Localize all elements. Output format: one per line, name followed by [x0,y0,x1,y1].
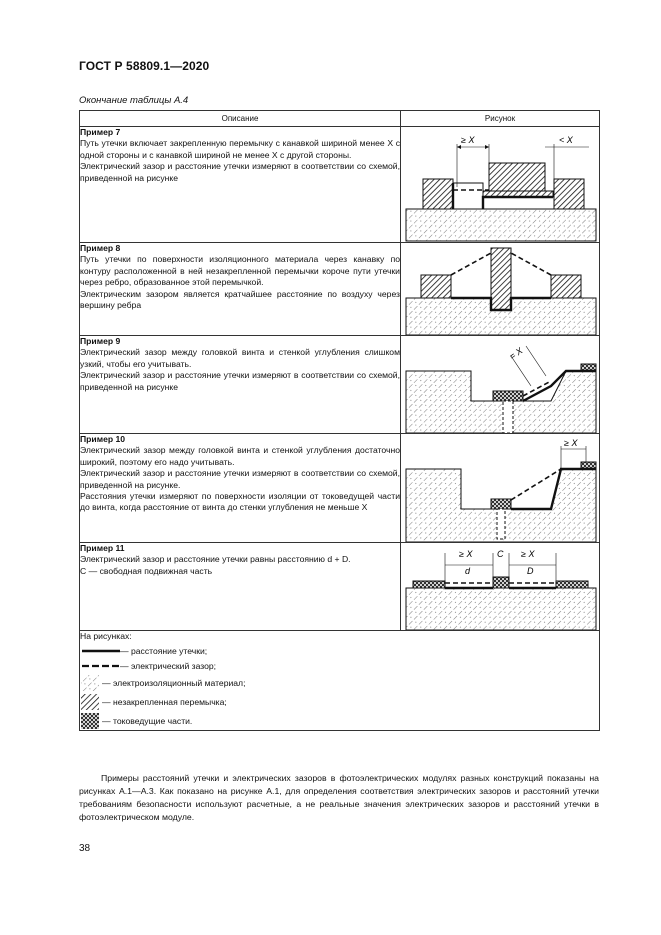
dimension-label: d [465,566,471,576]
table-row [80,336,600,434]
column-header-figure: Рисунок [401,111,600,127]
example-text: Путь утечки по поверхности изоляционного материала через канавку по контуру расположенной в ней незакрепленной перемычки короче пути утечки через ребро, образованное этой перемычкой. [80,254,400,288]
legend-item: — расстояние утечки; [80,643,599,658]
example-text: Электрическим зазором является кратчайшее расстояние по воздуху через вершину ребра [80,288,400,311]
body-paragraph: Примеры расстояний утечки и электрических зазоров в фотоэлектрических модулях разных конструкций показаны на рисунках А.1—А.3. Как показано на рисунке А.1, для определения соответствия электрических зазоров и расстояний утечки требованиям безопасности используют расчетные, а не реальные значения электрических зазоров и расстояний утечки в фотоэлектрическом модуле. [79,773,599,822]
table-row [80,434,600,543]
insulation-hatch-icon [80,674,102,692]
example-title: Пример 9 [80,336,121,346]
dimension-label: = X [507,345,525,362]
example-7-figure [401,127,600,242]
dimension-label: < X [559,135,573,145]
examples-table [79,110,600,731]
table-header-row [80,111,600,127]
column-header-description: Описание [80,111,401,127]
table-row [80,543,600,631]
legend-item: — токоведущие части. [80,711,599,730]
clearance-dashed-line-icon [80,662,120,670]
legend-row [80,631,600,731]
table-caption: Окончание таблицы А.4 [79,95,189,106]
example-text: Электрический зазор между головкой винта и стенкой углубления достаточно широкий, поэтому его надо учитывать. [80,445,400,467]
conductor-crosshatch-icon [80,712,102,730]
example-title: Пример 10 [80,434,126,444]
dimension-label: ≥ X [461,135,475,145]
example-text: Путь утечки включает закрепленную перемычку с канавкой шириной менее X с одной стороны и с канавкой шириной не менее X с другой стороны. [80,138,400,160]
legend-title: На рисунках: [80,631,132,641]
example-text: Расстояния утечки измеряют по поверхности изоляции от токоведущей части до винта, когда расстояние от винта до стенки углубления не меньше X [80,491,400,513]
example-text: Электрический зазор и расстояние утечки измеряют в соответствии со схемой, приведенной на рисунке [80,370,400,392]
dimension-label: C [497,549,504,559]
example-text: Электрический зазор между головкой винта и стенкой углубления слишком узкий, чтобы его учитывать. [80,347,400,369]
document-header: ГОСТ Р 58809.1—2020 [79,59,210,73]
example-title: Пример 8 [80,243,121,253]
dimension-label: D [527,566,534,576]
creepage-line-icon [80,647,120,655]
page-number: 38 [79,843,91,854]
example-title: Пример 7 [80,127,121,137]
example-title: Пример 11 [80,543,125,553]
table-row [80,243,600,336]
example-9-figure [401,336,600,433]
legend-item: — незакрепленная перемычка; [80,692,599,711]
example-text: Электрический зазор и расстояние утечки измеряют в соответствии со схемой, приведенной на рисунке [80,161,400,183]
example-8-figure [401,243,600,335]
bridge-hatch-icon [80,693,102,711]
dimension-label: ≥ X [564,438,578,448]
dimension-label: ≥ X [521,549,535,559]
example-10-figure [401,434,600,542]
table-row [80,127,600,243]
example-text: Электрический зазор и расстояние утечки равны расстоянию d + D. [80,554,351,565]
dimension-label: ≥ X [459,549,473,559]
legend-item: — электрический зазор; [80,658,599,673]
legend-item: — электроизоляционный материал; [80,673,599,692]
example-text: С — свободная подвижная часть [80,565,213,576]
example-11-figure [401,543,600,630]
example-text: Электрический зазор и расстояние утечки измеряют в соответствии со схемой, приведенной на рисунке. [80,468,400,490]
